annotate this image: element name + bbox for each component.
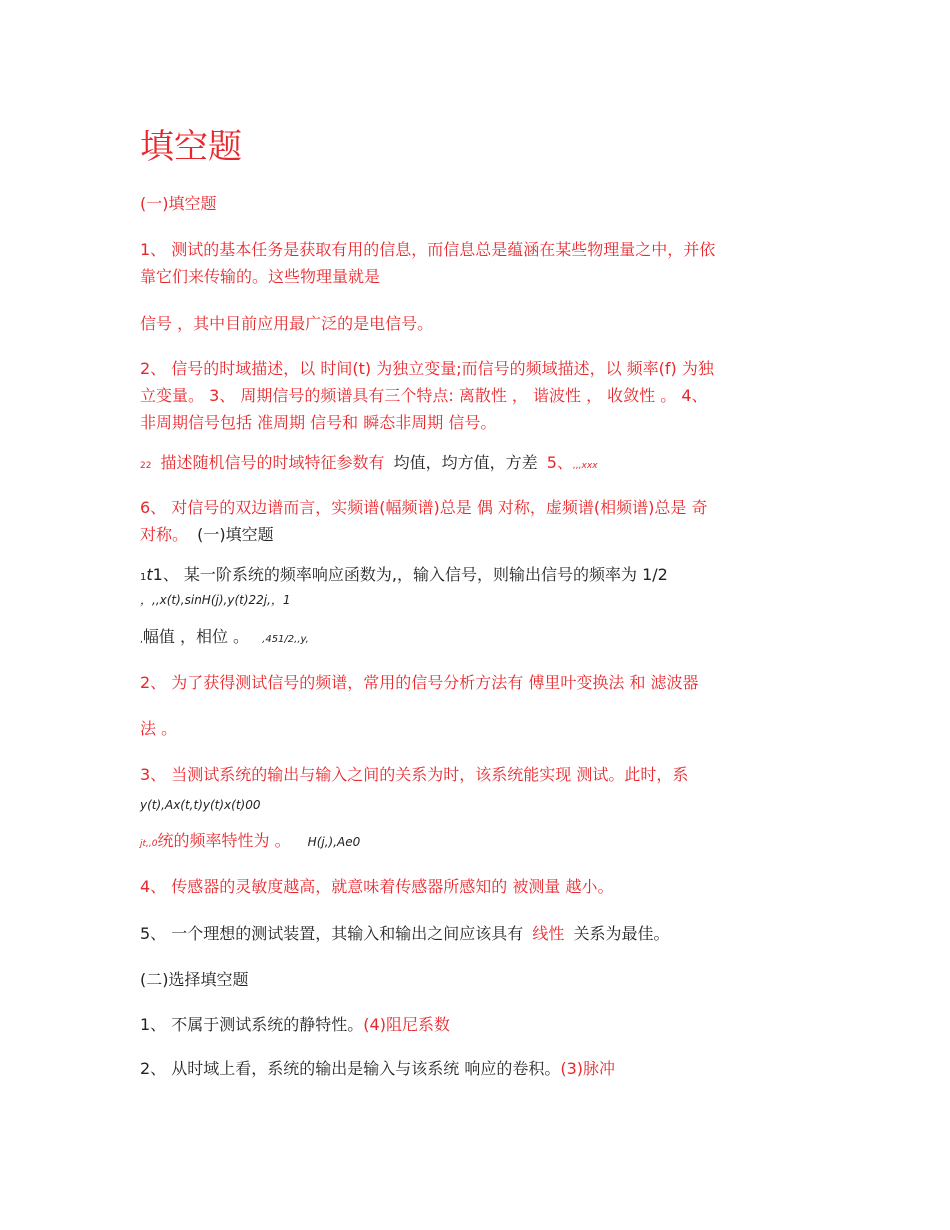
s2q5-text1: 5、 一个理想的测试装置，其输入和输出之间应该具有 <box>140 924 524 943</box>
section-heading-3: (二)选择填空题 <box>140 970 249 989</box>
s2q3-math2: H(j,),Ae0 <box>307 835 361 849</box>
q5-prefix: 22 <box>140 461 152 471</box>
q5-text: 描述随机信号的时域特征参数有 <box>160 453 385 472</box>
q5-answer: 均值，均方值，方差 <box>393 453 538 472</box>
s2q5-answer: 线性 <box>532 924 565 943</box>
q6-line2 <box>140 525 274 545</box>
s2q4-line1: 4、 传感器的灵敏度越高，就意味着传感器所感知的 被测量 越小。 <box>140 877 614 896</box>
s2q1-lead: 1 <box>140 572 147 583</box>
s2q3-math1: y(t),Ax(t,t)y(t)x(t)00 <box>140 798 261 812</box>
q2-line1: 2、 信号的时域描述，以 时间(t) 为独立变量;而信号的频域描述，以 频率(f) 为独 <box>140 359 714 378</box>
section-heading-1: (一)填空题 <box>140 194 217 213</box>
s2q1-line3-text: 幅值 ，相位 。 <box>142 627 250 646</box>
s2q1-lead-it: t <box>146 565 153 584</box>
s2q1-line3-small: ,451/2,,y, <box>262 634 309 645</box>
q1-line2: 靠它们来传输的。这些物理量就是 <box>140 267 381 286</box>
s2q5-line <box>140 924 670 944</box>
s2q1-lead3: , <box>140 635 143 645</box>
s2q1-math: ，,,x(t),sinH(j),y(t)22j,，1 <box>140 593 291 607</box>
q1-line3: 信号 ，其中目前应用最广泛的是电信号。 <box>140 314 434 333</box>
q5-line <box>140 453 598 476</box>
s2q3-small-prefix: jt,,0 <box>140 839 158 849</box>
q5-suffix-small: ,,,xxx <box>572 461 598 471</box>
c1-text: 1、 不属于测试系统的静特性。 <box>140 1015 364 1034</box>
c1-answer: (4)阻尼系数 <box>363 1015 450 1034</box>
s2q5-text2: 关系为最佳。 <box>573 924 670 943</box>
s2q2-line1: 2、 为了获得测试信号的频谱，常用的信号分析方法有 傅里叶变换法 和 滤波器 <box>140 673 699 692</box>
q6-line2-red: 对称。 <box>140 525 189 544</box>
q2-line2: 立变量。 3、 周期信号的频谱具有三个特点: 离散性 ， 谐波性 ， 收敛性 。 4、 <box>140 386 708 405</box>
q1-line1: 1、 测试的基本任务是获取有用的信息，而信息总是蕴涵在某些物理量之中，并依 <box>140 240 716 259</box>
c2-answer: (3)脉冲 <box>560 1059 616 1078</box>
c1-line <box>140 1015 450 1035</box>
s2q1-text: 1、 某一阶系统的频率响应函数为,，输入信号，则输出信号的频率为 1/2 <box>152 565 668 584</box>
s2q2-line2: 法 。 <box>140 719 178 738</box>
q6-line1: 6、 对信号的双边谱而言，实频谱(幅频谱)总是 偶 对称，虚频谱(相频谱)总是 奇 <box>140 498 708 517</box>
q5-suffix-num: 5、 <box>546 453 573 472</box>
c2-text: 2、 从时域上看，系统的输出是输入与该系统 响应的卷积。 <box>140 1059 561 1078</box>
section-heading-2: (一)填空题 <box>197 525 274 544</box>
s2q1-line3 <box>140 627 309 650</box>
c2-line <box>140 1059 615 1079</box>
s2q3-line3 <box>140 831 360 854</box>
q2-line3: 非周期信号包括 准周期 信号和 瞬态非周期 信号。 <box>140 413 497 432</box>
page-title: 填空题 <box>140 127 242 167</box>
s2q3-line3-text: 统的频率特性为 。 <box>157 831 291 850</box>
s2q3-line1: 3、 当测试系统的输出与输入之间的关系为时，该系统能实现 测试。此时，系 <box>140 765 689 784</box>
s2q1-line1 <box>140 565 668 588</box>
